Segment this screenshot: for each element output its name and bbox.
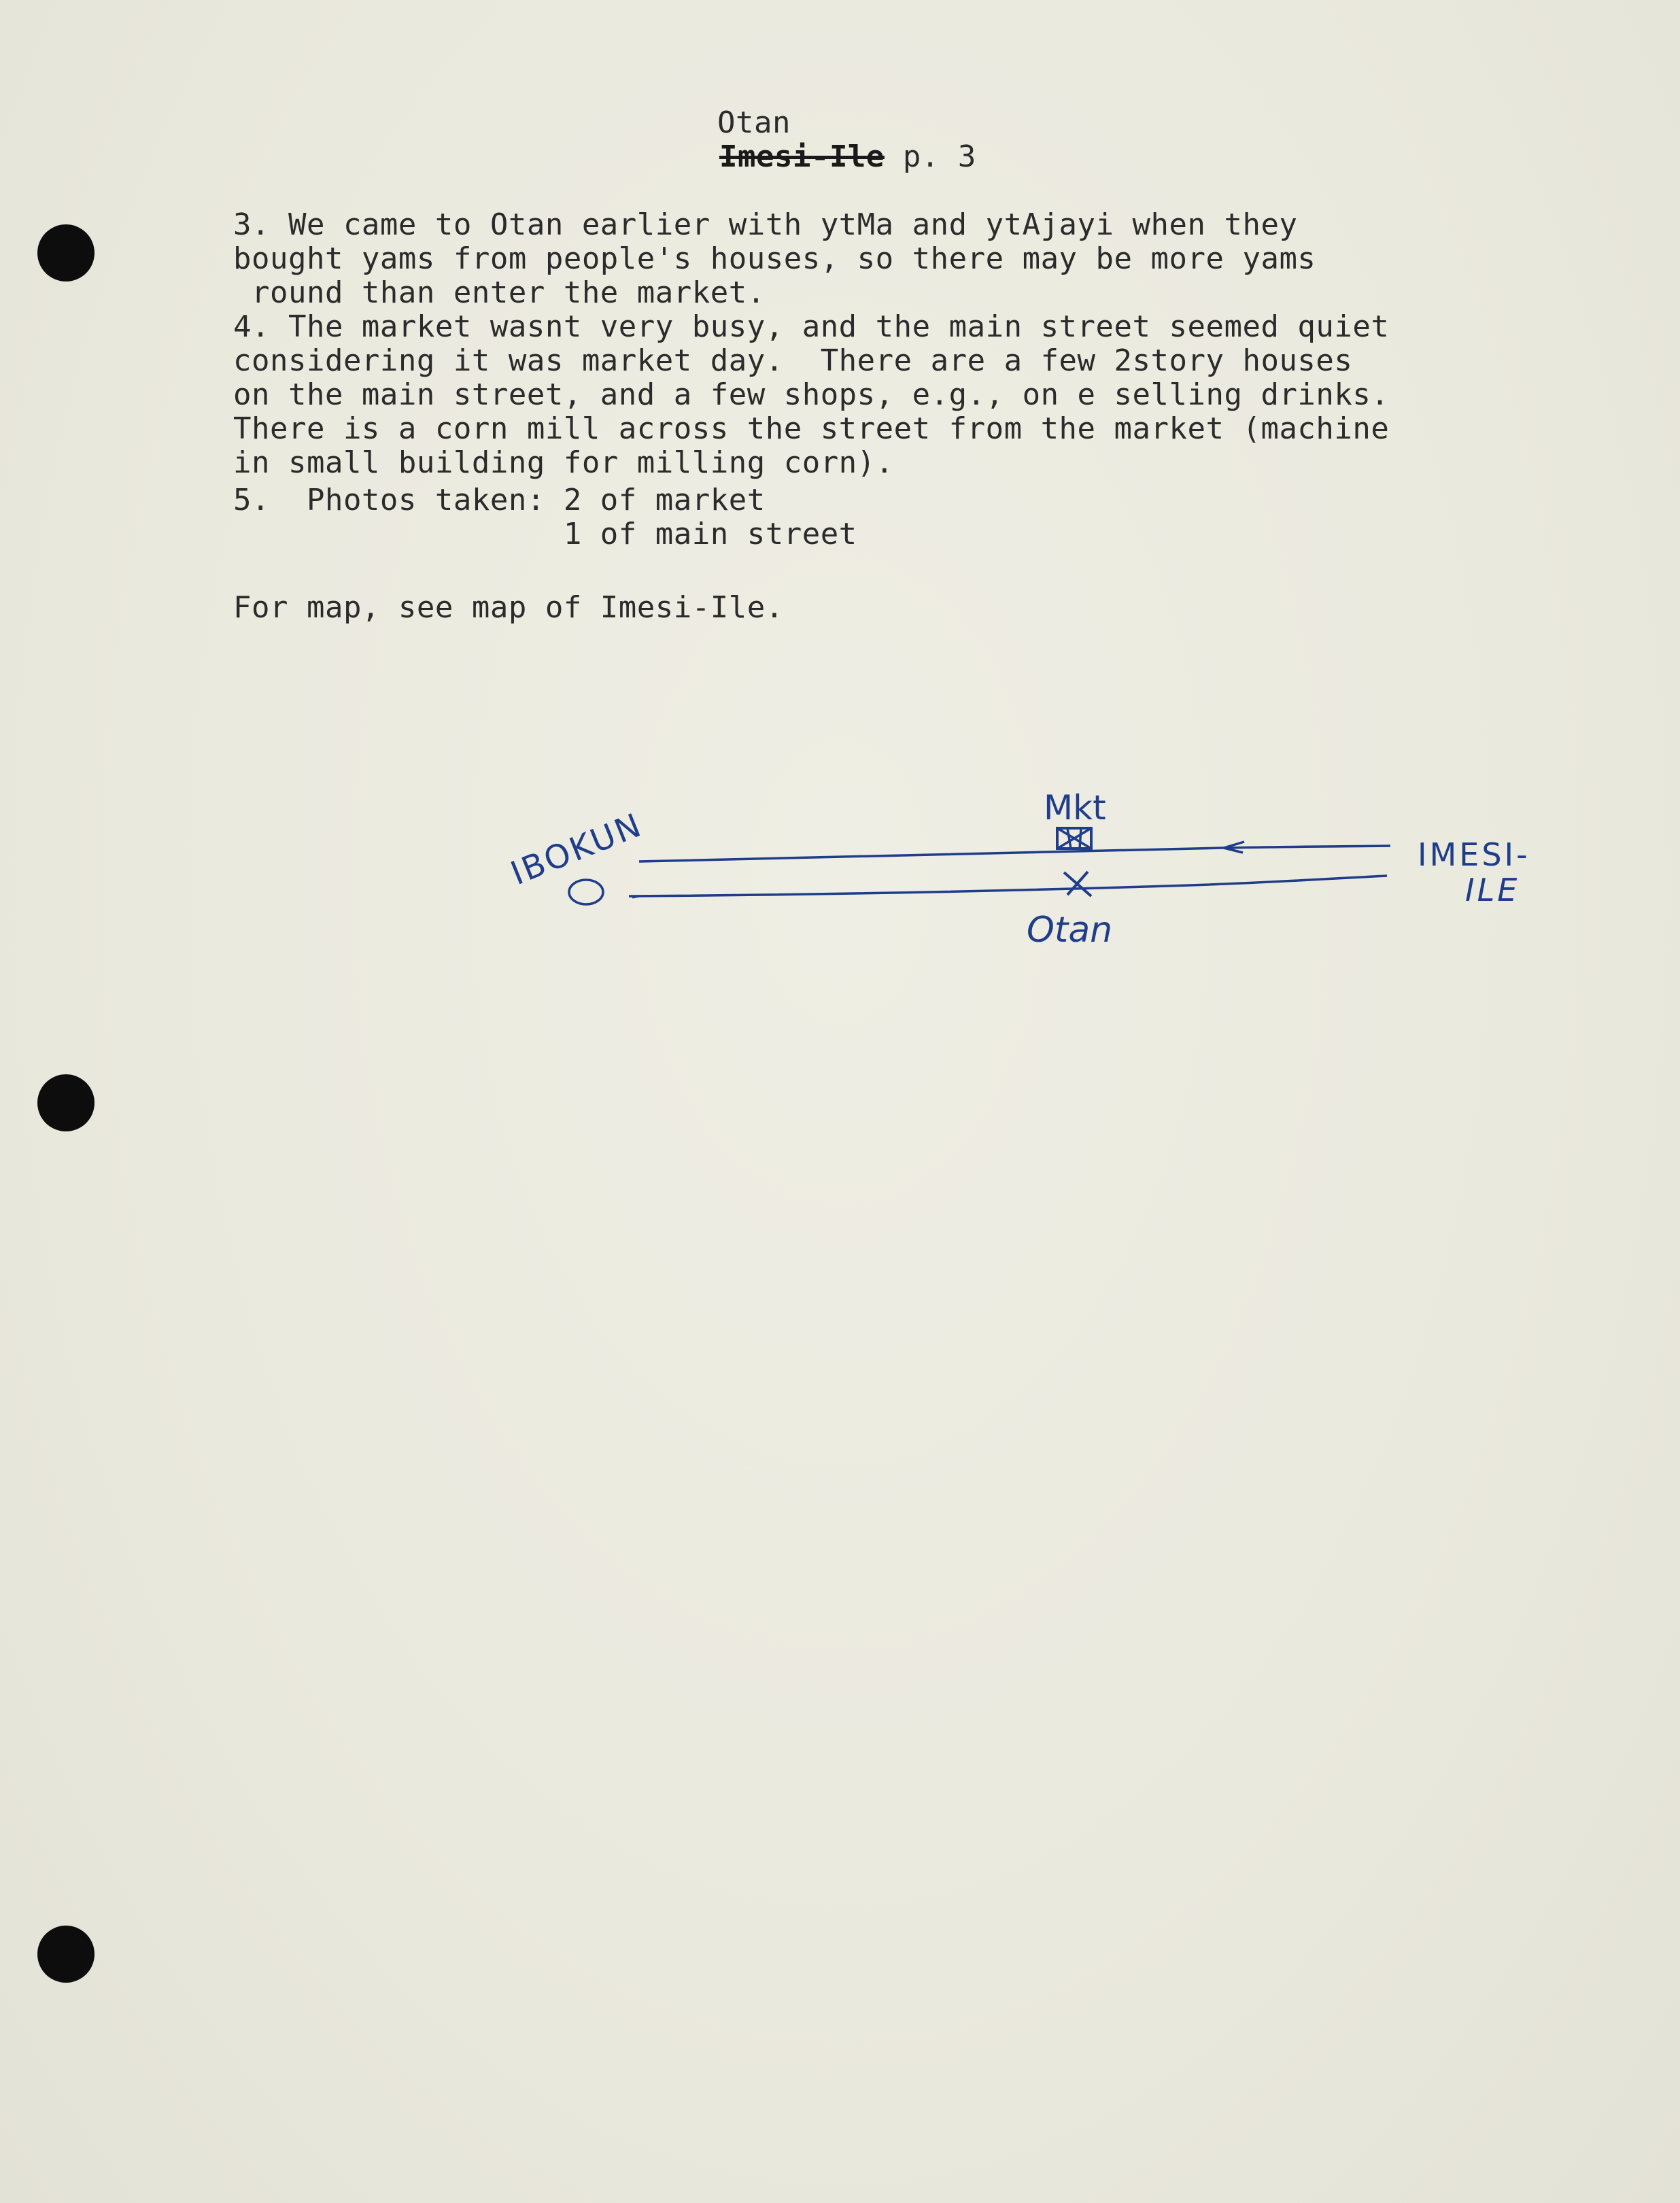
body-line: 1 of main street xyxy=(233,517,857,551)
body-line: 3. We came to Otan earlier with ytMa and ytAjayi when they xyxy=(233,207,1298,242)
struck-out-text: Imesi-Ile xyxy=(719,139,885,174)
label-ibokun: IBOKUN xyxy=(505,806,648,893)
market-marker-icon xyxy=(1057,828,1091,849)
body-line: There is a corn mill across the street from the market (machine xyxy=(233,411,1390,446)
body-line: on the main street, and a few shops, e.g., on e selling drinks. xyxy=(233,377,1390,412)
road-line-lower xyxy=(629,876,1387,896)
ibokun-circle-icon xyxy=(569,880,603,904)
body-line: considering it was market day. There are a few 2story houses xyxy=(233,343,1353,378)
otan-x-icon xyxy=(1064,872,1091,896)
road-tick xyxy=(632,896,639,898)
road-line-upper xyxy=(639,846,1390,861)
map-note: For map, see map of Imesi-Ile. xyxy=(233,590,784,625)
label-otan: Otan xyxy=(1027,910,1113,951)
page-number: p. 3 xyxy=(902,139,976,174)
body-line: in small building for milling corn). xyxy=(233,445,894,480)
body-line: round than enter the market. xyxy=(233,275,766,310)
page-title: Otan xyxy=(717,105,791,140)
body-line: 5. Photos taken: 2 of market xyxy=(233,483,766,517)
label-market: Mkt xyxy=(1044,788,1106,827)
body-line: 4. The market wasnt very busy, and the main street seemed quiet xyxy=(233,309,1390,344)
body-line: bought yams from people's houses, so there may be more yams xyxy=(233,241,1316,276)
label-ile: ILE xyxy=(1465,872,1520,908)
label-imesi: IMESI- xyxy=(1418,836,1530,873)
